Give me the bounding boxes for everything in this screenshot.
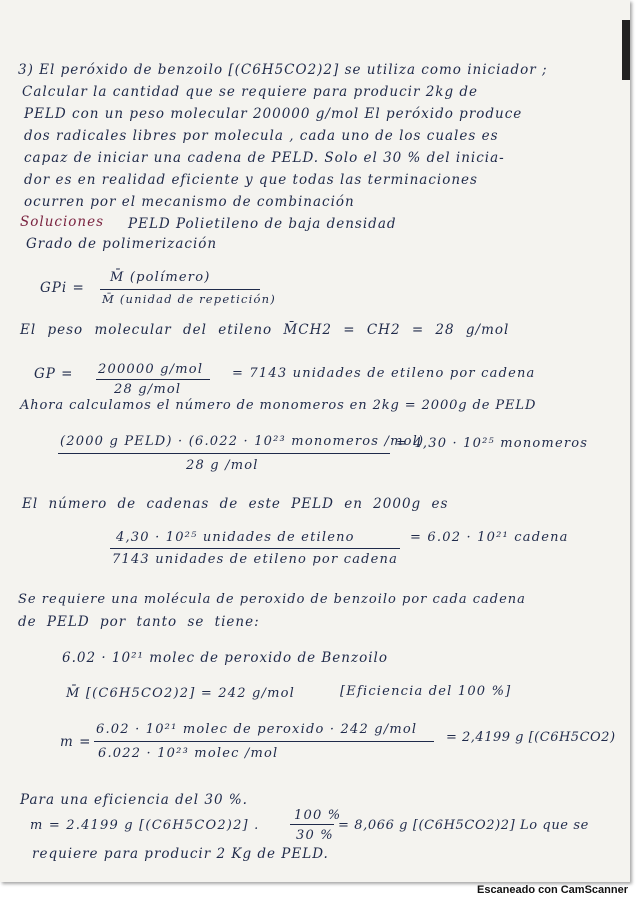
monomeros-numerator: (2000 g PELD) · (6.022 · 10²³ monomeros /mol) [60,434,425,449]
monomeros-fraction-bar [58,453,390,454]
ahora-line: Ahora calculamos el número de monomeros en 2kg = 2000g de PELD [20,398,537,413]
solution-heading: Soluciones [20,214,105,230]
gp2-denominator: 28 g/mol [114,382,182,397]
cadenas-fraction-bar [110,548,400,549]
gp2-numerator: 200000 g/mol [98,362,204,377]
gp2-fraction-bar [96,379,210,380]
final-fraction-numerator: 100 % [294,808,342,823]
problem-line-1: 3) El peróxido de benzoilo [(C6H5CO2)2] se utiliza como iniciador ; [18,62,548,78]
gp-denominator: M̄ (unidad de repetición) [102,292,276,306]
monomeros-result: = 4,30 · 10²⁵ monomeros [396,436,589,451]
problem-line-3: PELD con un peso molecular 200000 g/mol El peróxido produce [24,106,523,122]
problem-line-2: Calcular la cantidad que se requiere para producir 2kg de [22,84,479,100]
problem-line-4: dos radicales libres por molecula , cada uno de los cuales es [24,128,499,144]
m-fraction-bar [94,741,434,742]
requiere-line-1: Se requiere una molécula de peroxido de benzoilo por cada cadena [18,592,526,607]
gp-label: GPi = [40,280,85,296]
final-line-b: = 8,066 g [(C6H5CO2)2] Lo que se [338,818,589,833]
m-result: = 2,4199 g [(C6H5CO2) [446,730,616,745]
monomeros-denominator: 28 g /mol [186,458,259,473]
efficiency-100-note: [Eficiencia del 100 %] [340,684,512,699]
cadenas-numerator: 4,30 · 10²⁵ unidades de etileno [116,530,355,545]
gp-fraction-bar [100,289,260,290]
gp2-result: = 7143 unidades de etileno por cadena [232,366,536,381]
peso-molecular-line: El peso molecular del etileno M̄CH2 = CH2 = 28 g/mol [20,322,510,338]
peld-definition: PELD Polietileno de baja densidad [128,216,397,232]
final-line-c: requiere para producir 2 Kg de PELD. [32,846,329,862]
molar-mass-line: M̄ [(C6H5CO2)2] = 242 g/mol [66,686,296,701]
m-label: m = [60,734,92,750]
cadenas-line: El número de cadenas de este PELD en 2000g es [22,496,449,512]
m-numerator: 6.02 · 10²¹ molec de peroxido · 242 g/mol [96,722,418,737]
final-line-a: m = 2.4199 g [(C6H5CO2)2] . [30,818,260,833]
scan-edge-shadow [622,20,630,80]
problem-line-7: ocurren por el mecanismo de combinación [24,194,355,210]
grado-heading: Grado de polimerización [26,236,218,252]
final-fraction-denominator: 30 % [296,828,334,843]
cadenas-result: = 6.02 · 10²¹ cadena [410,530,569,545]
gp2-label: GP = [34,366,74,382]
cadenas-denominator: 7143 unidades de etileno por cadena [112,552,399,567]
requiere-line-2: de PELD por tanto se tiene: [18,614,260,630]
camscanner-watermark: Escaneado con CamScanner [476,884,628,896]
final-fraction-bar [290,824,334,825]
m-denominator: 6.022 · 10²³ molec /mol [98,746,279,761]
gp-numerator: M̄ (polímero) [110,270,211,285]
para-line: Para una eficiencia del 30 %. [20,792,248,808]
problem-line-6: dor es en realidad eficiente y que todas las terminaciones [24,172,478,188]
molec-line: 6.02 · 10²¹ molec de peroxido de Benzoilo [62,650,388,666]
problem-line-5: capaz de iniciar una cadena de PELD. Solo el 30 % del inicia- [24,150,505,166]
